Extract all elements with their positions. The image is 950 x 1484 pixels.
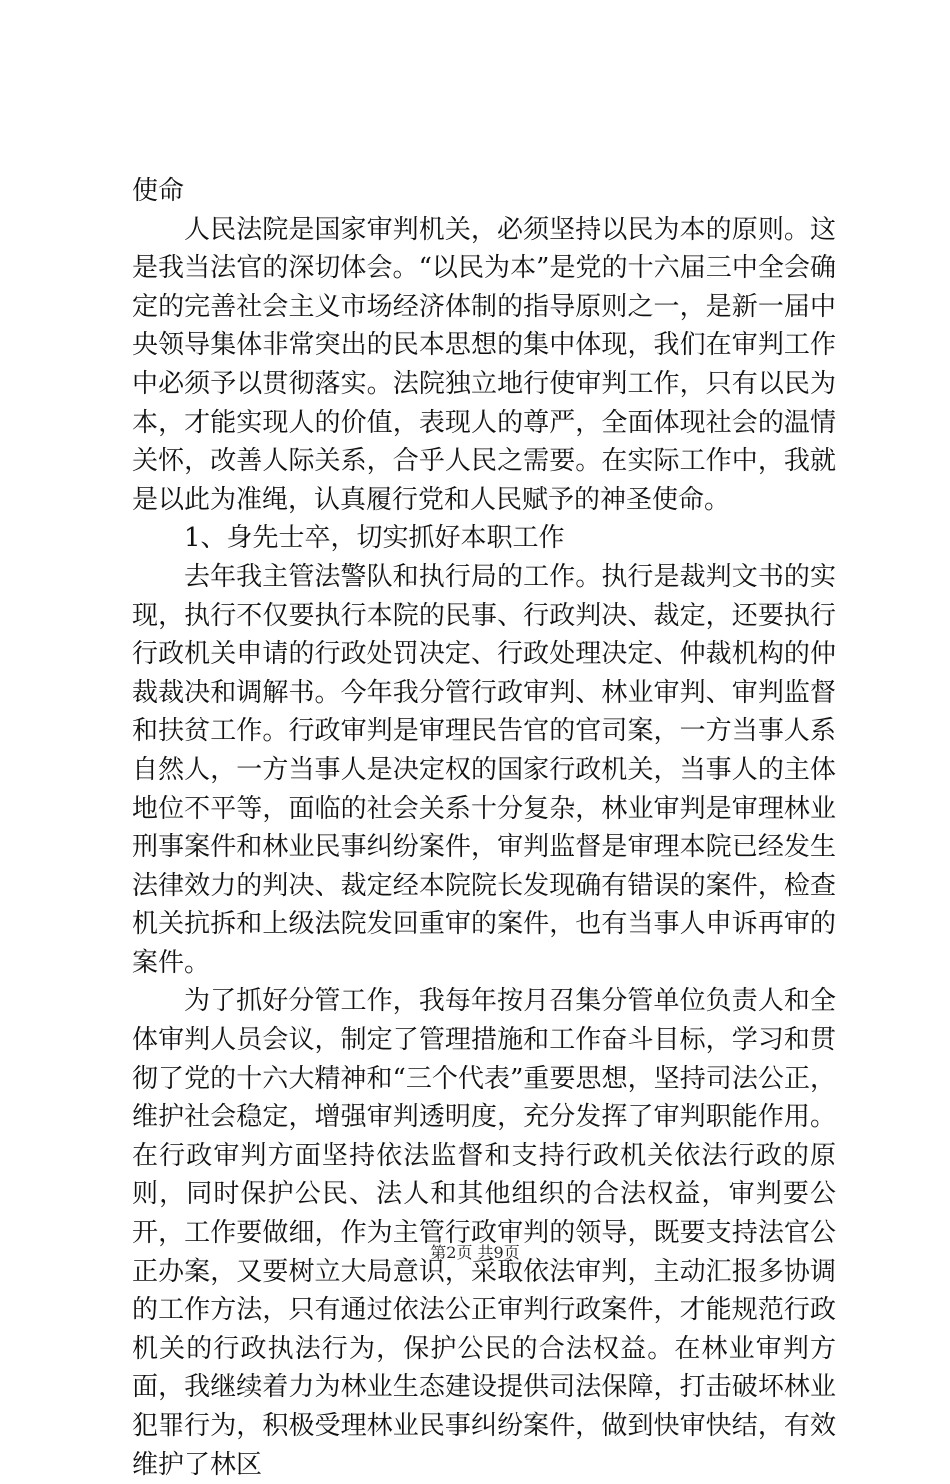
paragraph: 去年我主管法警队和执行局的工作。执行是裁判文书的实现，执行不仅要执行本院的民事、行政判决、裁定，还要执行行政机关申请的行政处罚决定、行政处理决定、仲裁机构的仲裁裁决和调解书。今年我分管行政审判、林业审判、审判监督和扶贫工作。行政审判是审理民告官的官司案，一方当事人系自然人，一方当事人是决定权的国家行政机关，当事人的主体地位不平等，面临的社会关系十分复杂，林业审判是审理林业刑事案件和林业民事纠纷案件，审判监督是审理本院已经发生法律效力的判决、裁定经本院院长发现确有错误的案件，检查机关抗拆和上级法院发回重审的案件，也有当事人申诉再审的案件。 — [132, 561, 836, 978]
document-body — [132, 172, 836, 1484]
section-heading: 1、身先士卒，切实抓好本职工作 — [184, 523, 565, 554]
paragraph: 人民法院是国家审判机关，必须坚持以民为本的原则。这是我当法官的深切体会。“以民为本”是党的十六届三中全会确定的完善社会主义市场经济体制的指导原则之一，是新一届中央领导集体非常突出的民本思想的集中体现，我们在审判工作中必须予以贯彻落实。法院独立地行使审判工作，只有以民为本，才能实现人的价值，表现人的尊严，全面体现社会的温情关怀，改善人际关系，合乎人民之需要。在实际工作中，我就是以此为准绳，认真履行党和人民赋予的神圣使命。 — [132, 214, 836, 515]
paragraph-heading-continuation: 使命 — [132, 176, 185, 206]
paragraph: 为了抓好分管工作，我每年按月召集分管单位负责人和全体审判人员会议，制定了管理措施和工作奋斗目标，学习和贯彻了党的十六大精神和“三个代表”重要思想，坚持司法公正，维护社会稳定，增强审判透明度，充分发挥了审判职能作用。在行政审判方面坚持依法监督和支持行政机关依法行政的原则，同时保护公民、法人和其他组织的合法权益，审判要公开，工作要做细，作为主管行政审判的领导，既要支持法官公正办案，又要树立大局意识，采取依法审判，主动汇报多协调的工作方法，只有通过依法公正审判行政案件，才能规范行政机关的行政执法行为，保护公民的合法权益。在林业审判方面，我继续着力为林业生态建设提供司法保障，打击破坏林业犯罪行为，积极受理林业民事纠纷案件，做到快审快结，有效维护了林区 — [132, 986, 836, 1480]
page-number-footer: 第2页 共9页 — [430, 1243, 520, 1262]
